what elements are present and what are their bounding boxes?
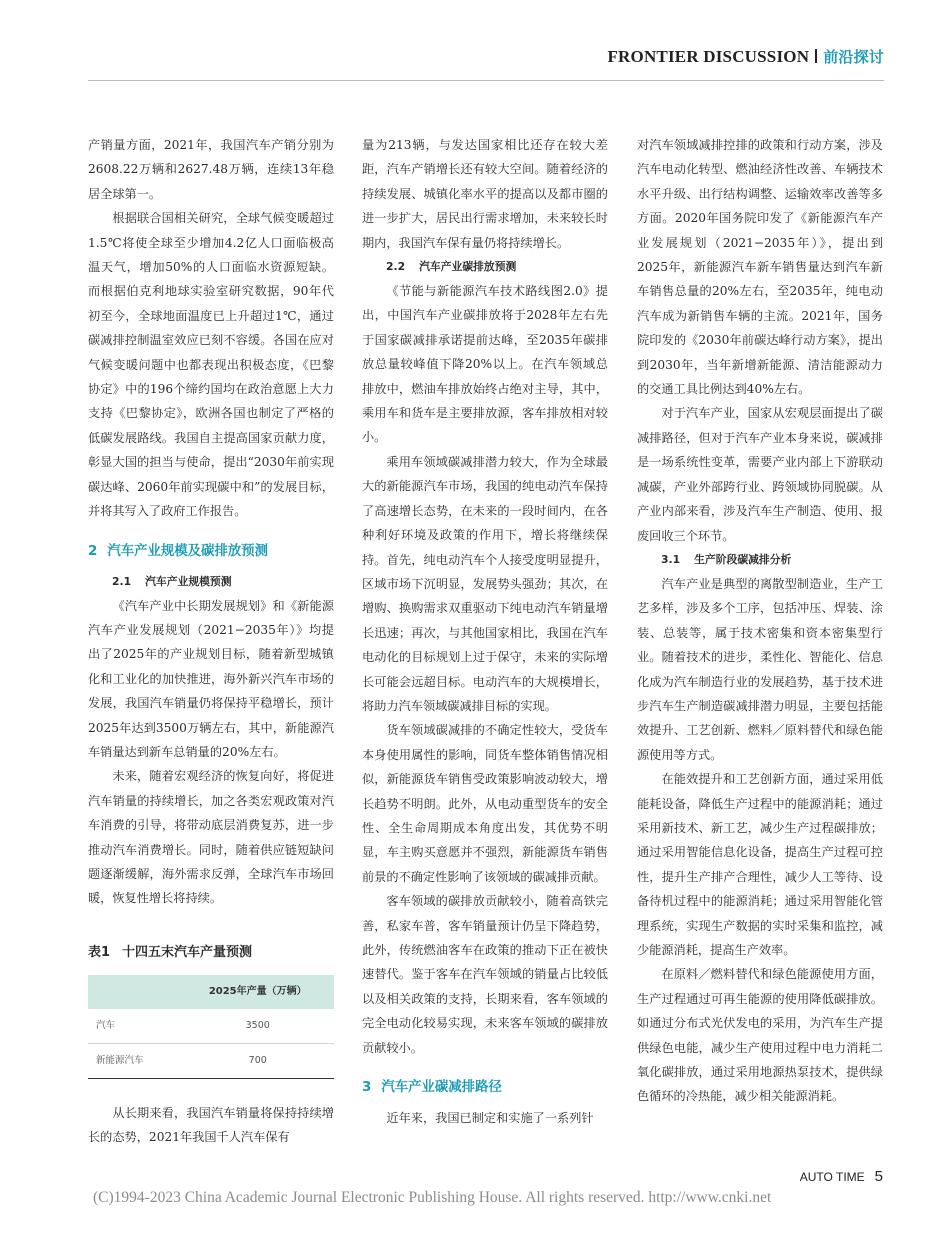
paragraph: 《节能与新能源汽车技术路线图2.0》提出，中国汽车产业碳排放将于2028年左右先于国家碳减排承诺提前达峰，至2035年碳排放总量较峰值下降20%以上。在汽车领域总排放中，燃油车排放始终占绝对主导，其中，乘用车和货车是主要排放源，客车排放相对较小。: [362, 284, 608, 445]
production-forecast-table: [88, 975, 334, 1079]
page-number: 5: [874, 1168, 883, 1185]
subsection-number: 2.2: [386, 260, 406, 274]
subsection-title: 生产阶段碳减排分析: [694, 552, 792, 566]
paragraph: 近年来，我国已制定和实施了一系列针: [386, 1111, 594, 1126]
table-cell-value: 3500: [181, 1009, 334, 1044]
subsection-title: 汽车产业规模预测: [145, 574, 232, 588]
header-title-en: FRONTIER DISCUSSION: [607, 47, 810, 66]
section-number: 2: [88, 543, 98, 559]
column-left: [88, 133, 334, 1150]
paragraph: 汽车产业是典型的离散型制造业，生产工艺多样，涉及多个工序，包括冲压、焊装、涂装、总装等，属于技术密集和资本密集型行业。随着技术的进步，柔性化、智能化、信息化成为汽车制造行业的发展趋势，基于技术进步汽车生产制造碳减排潜力明显，主要包括能效提升、工艺创新、燃料／原料替代和绿色能源使用等方式。: [637, 576, 883, 762]
paragraph: 客车领域的碳排放贡献较小，随着高铁完善，私家车普，客车销量预计仍呈下降趋势，此外，传统燃油客车在政策的推动下正在被快速替代。鉴于客车在汽车领域的销量占比较低以及相关政策的支持，长期来看，客车领域的完全电动化较易实现，未来客车领域的碳排放贡献较小。: [362, 894, 608, 1055]
paragraph: 对汽车领域减排控排的政策和行动方案，涉及汽车电动化转型、燃油经济性改善、车辆技术水平升级、出行结构调整、运输效率改善等多方面。2020年国务院印发了《新能源汽车产业发展规划（2021−2035年）》，提出到2025年，新能源汽车新车销售量达到汽车新车销售总量的20%左右，至2035年，纯电动汽车成为新销售车辆的主流。2021年，国务院印发的《2030年前碳达峰行动方案》，提出到2030年，当年新增新能源、清洁能源动力的交通工具比例达到40%左右。: [637, 138, 883, 397]
table-title: 十四五末汽车产量预测: [122, 944, 253, 960]
subsection-number: 2.1: [112, 574, 132, 588]
section-title: 汽车产业碳减排路径: [381, 1080, 502, 1096]
subsection-heading-2-1: [88, 570, 334, 594]
paragraph: 《汽车产业中长期发展规划》和《新能源汽车产业发展规划（2021−2035年）》均提出了2025年的产业规划目标，随着新型城镇化和工业化的加快推进，海外新兴汽车市场的发展，我国汽车销量仍将保持平稳增长，预计2025年达到3500万辆左右，其中，新能源汽车销量达到新车总销量的20%左右。: [88, 598, 334, 759]
table-cell-value: 700: [181, 1043, 334, 1078]
table-spacer: [88, 1079, 334, 1101]
copyright-notice: (C)1994-2023 China Academic Journal Electronic Publishing House. All rights reserved. http://www.cnki.net: [93, 1189, 772, 1206]
table-row: [88, 1009, 334, 1044]
column-middle: [362, 133, 608, 1130]
section-heading-2: [88, 540, 334, 564]
header-separator: [815, 49, 817, 63]
table-number: 表1: [88, 944, 111, 960]
subsection-heading-3-1: [637, 548, 883, 572]
subsection-number: 3.1: [661, 552, 681, 566]
header-rule: [88, 80, 884, 81]
paragraph: 从长期来看，我国汽车销量将保持持续增长的态势，2021年我国千人汽车保有: [88, 1105, 334, 1145]
paragraph: 产销量方面，2021年，我国汽车产销分别为2608.22万辆和2627.48万辆，连续13年稳居全球第一。: [88, 138, 334, 201]
table-cell-name: 新能源汽车: [88, 1043, 181, 1078]
paragraph: 对于汽车产业，国家从宏观层面提出了碳减排路径，但对于汽车产业本身来说，碳减排是一场系统性变革，需要产业内部上下游联动减碳，产业外部跨行业、跨领域协同脱碳。从产业内部来看，涉及汽车生产制造、使用、报废回收三个环节。: [637, 406, 883, 543]
paragraph: 在能效提升和工艺创新方面，通过采用低能耗设备，降低生产过程中的能源消耗；通过采用新技术、新工艺，减少生产过程碳排放；通过采用智能信息化设备，提高生产过程可控性，提升生产排产合理性，减少人工等待、设备待机过程中的能源消耗；通过采用智能化管理系统，实现生产数据的实时采集和监控，减少能源消耗，提高生产效率。: [637, 772, 883, 957]
running-header: [607, 46, 884, 67]
paragraph: 未来，随着宏观经济的恢复向好，将促进汽车销量的持续增长，加之各类宏观政策对汽车消费的引导，将带动底层消费复苏，进一步推动汽车消费增长。同时，随着供应链短缺问题逐渐缓解，海外需求反弹，全球汽车市场回暖，恢复性增长将持续。: [88, 769, 334, 906]
journal-name: AUTO TIME: [799, 1170, 865, 1184]
column-right: [637, 133, 883, 1109]
paragraph: 货车领域碳减排的不确定性较大，受货车本身使用属性的影响，同货车整体销售情况相似，新能源货车销售受政策影响波动较大，增长趋势不明朗。此外，从电动重型货车的安全性、全生命周期成本角度出发，其优势不明显，车主购买意愿并不强烈，新能源货车销售前景的不确定性影响了该领域的碳减排贡献。: [362, 723, 608, 884]
page-footer: [800, 1168, 883, 1185]
table-header-blank: [88, 975, 181, 1009]
paragraph: 在原料／燃料替代和绿色能源使用方面，生产过程通过可再生能源的使用降低碳排放。如通过分布式光伏发电的采用，为汽车生产提供绿色电能，减少生产使用过程中电力消耗二氧化碳排放，通过采用地源热泵技术，提供绿色循环的冷热能，减少相关能源消耗。: [637, 967, 883, 1104]
section-heading-3: [362, 1076, 608, 1100]
section-number: 3: [362, 1080, 372, 1096]
subsection-title: 汽车产业碳排放预测: [419, 260, 517, 274]
table-header-row: [88, 975, 334, 1009]
table-cell-name: 汽车: [88, 1009, 181, 1044]
paragraph: 根据联合国相关研究，全球气候变暖超过1.5℃将使全球至少增加4.2亿人口面临极高温天气，增加50%的人口面临水资源短缺。而根据伯克利地球实验室研究数据，90年代初至今，全球地面温度已上升超过1℃，通过碳减排控制温室效应已刻不容缓。各国在应对气候变暖问题中也都表现出积极态度，《巴黎协定》中的196个缔约国均在政治意愿上大力支持《巴黎协定》，欧洲各国也制定了严格的低碳发展路线。我国自主提高国家贡献力度，彰显大国的担当与使命，提出“2030年前实现碳达峰、2060年前实现碳中和”的发展目标，并将其写入了政府工作报告。: [88, 211, 334, 519]
table-header-value: 2025年产量（万辆）: [181, 975, 334, 1009]
paragraph: 乘用车领域碳减排潜力较大，作为全球最大的新能源汽车市场，我国的纯电动汽车保持了高速增长态势，在未来的一段时间内，在各种利好环境及政策的作用下，增长将继续保持。首先，纯电动汽车个人接受度明显提升，区域市场下沉明显，发展势头强劲；其次，在增购、换购需求双重驱动下纯电动汽车销量增长迅速；再次，与其他国家相比，我国在汽车电动化的目标规划上过于保守，未来的实际增长可能会远超目标。电动汽车的大规模增长，将助力汽车领域碳减排目标的实现。: [362, 454, 608, 713]
section-title: 汽车产业规模及碳排放预测: [107, 543, 269, 559]
table-row: [88, 1043, 334, 1078]
subsection-heading-2-2: [362, 255, 608, 279]
table-caption: [88, 941, 334, 965]
paragraph: 量为213辆，与发达国家相比还存在较大差距，汽车产销增长还有较大空间。随着经济的持续发展、城镇化率水平的提高以及都市圈的进一步扩大，居民出行需求增加，未来较长时期内，我国汽车保有量仍将持续增长。: [362, 138, 608, 250]
header-title-cn: 前沿探讨: [823, 48, 884, 66]
